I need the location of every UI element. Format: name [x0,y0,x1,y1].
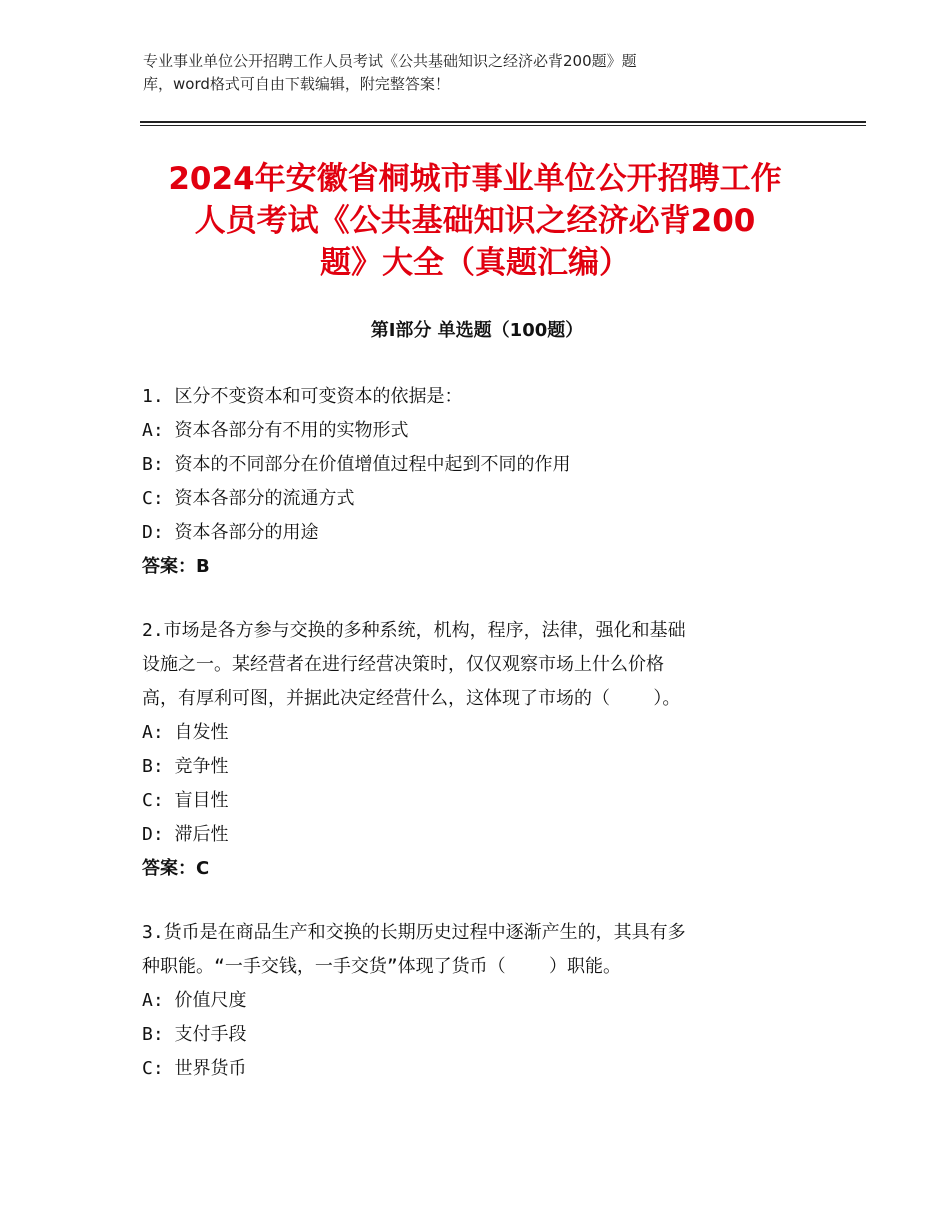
option-c: C: 资本各部分的流通方式 [142,488,355,509]
header-divider-thick [140,121,866,123]
option-d: D: 滞后性 [142,824,229,845]
option-b: B: 支付手段 [142,1024,247,1045]
document-header [143,50,783,96]
question-2 [142,614,812,886]
header-line-1: 专业事业单位公开招聘工作人员考试《公共基础知识之经济必背200题》题 [143,52,637,70]
option-c: C: 世界货币 [142,1058,247,1079]
option-a: A: 价值尺度 [142,990,247,1011]
question-text-line-1: 2.市场是各方参与交换的多种系统，机构，程序，法律，强化和基础 [142,620,686,641]
question-1 [142,380,812,584]
header-line-2: 库，word格式可自由下载编辑，附完整答案！ [143,75,450,93]
title-line-1: 2024年安徽省桐城市事业单位公开招聘工作 [168,161,782,197]
question-3 [142,916,812,1086]
option-b: B: 竞争性 [142,756,229,777]
document-title [138,158,812,284]
question-text-line-1: 3.货币是在商品生产和交换的长期历史过程中逐渐产生的，其具有多 [142,922,686,943]
question-list [142,380,812,1116]
question-text: 1. 区分不变资本和可变资本的依据是： [142,386,463,407]
question-text-line-2: 设施之一。某经营者在进行经营决策时，仅仅观察市场上什么价格 [142,654,664,675]
answer: 答案：B [142,556,210,577]
section-title: 第Ⅰ部分 单选题（100题） [370,320,584,341]
question-text-line-3: 高，有厚利可图，并据此决定经营什么，这体现了市场的（ ）。 [142,688,681,709]
header-divider-thin [140,125,866,126]
option-c: C: 盲目性 [142,790,229,811]
option-a: A: 资本各部分有不用的实物形式 [142,420,409,441]
question-text-line-2: 种职能。“一手交钱，一手交货”体现了货币（ ）职能。 [142,956,622,977]
answer: 答案：C [142,858,210,879]
option-d: D: 资本各部分的用途 [142,522,319,543]
title-line-3: 题》大全（真题汇编） [320,245,630,281]
option-a: A: 自发性 [142,722,229,743]
option-b: B: 资本的不同部分在价值增值过程中起到不同的作用 [142,454,571,475]
title-line-2: 人员考试《公共基础知识之经济必背200 [194,203,756,239]
